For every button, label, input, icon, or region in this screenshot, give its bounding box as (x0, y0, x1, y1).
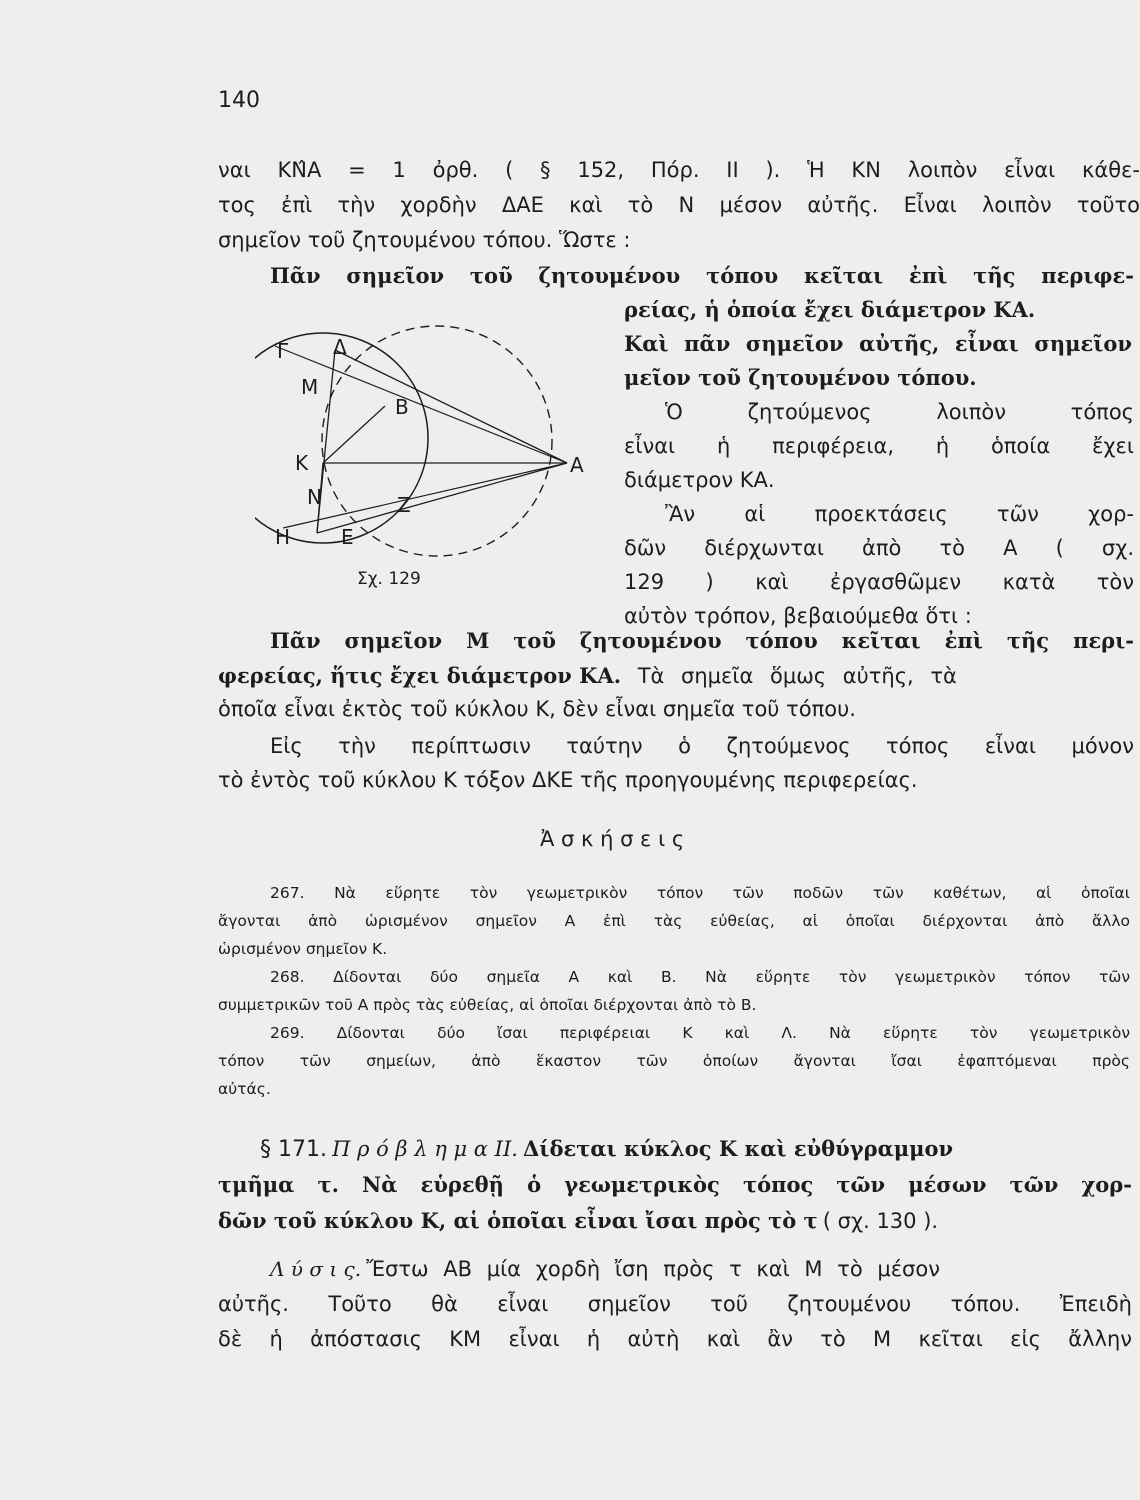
theorem-line: Πᾶν σημεῖον τοῦ ζητουμένου τόπου κεῖται ἐπὶ τῆς περιφε- (270, 263, 1134, 288)
solution-text: Ἔστω ΑΒ μία χορδὴ ἴση πρὸς τ καὶ Μ τὸ μέσον (366, 1257, 940, 1281)
theorem-line: Καὶ πᾶν σημεῖον αὐτῆς, εἶναι σημεῖον (624, 331, 1132, 356)
solution-label: Λ ύ σ ι ς. (270, 1257, 362, 1281)
label-n: Ν (307, 485, 322, 509)
figure-caption: Σχ. 129 (357, 569, 421, 589)
theorem-line: Πᾶν σημεῖον Μ τοῦ ζητουμένου τόπου κεῖται ἐπὶ τῆς περι- (270, 628, 1134, 653)
exercise-line: 268. Δίδονται δύο σημεῖα Α καὶ Β. Νὰ εὕρητε τὸν γεωμετρικὸν τόπον τῶν (270, 968, 1130, 986)
label-b: Β (395, 395, 409, 419)
segment-line (323, 406, 385, 463)
page-number: 140 (218, 88, 260, 113)
section-171-line (260, 1136, 1132, 1162)
text-line: Ὁ ζητούμενος λοιπὸν τόπος (665, 400, 1134, 424)
text-line: εἶναι ἡ περιφέρεια, ἡ ὁποία ἔχει (624, 434, 1134, 458)
problem-text: Δίδεται κύκλος Κ καὶ εὐθύγραμμον (523, 1136, 954, 1161)
theorem-bold: φερείας, ἥτις ἔχει διάμετρον ΚΑ. (218, 663, 622, 688)
problem-line: τμῆμα τ. Νὰ εὑρεθῇ ὁ γεωμετρικὸς τόπος τῶν μέσων τῶν χορ- (218, 1172, 1132, 1197)
text-line: αὐτῆς. Τοῦτο θὰ εἶναι σημεῖον τοῦ ζητουμένου τόπου. Ἐπειδὴ (218, 1292, 1132, 1316)
problem-label: Π ρ ό β λ η μ α ΙΙ. (332, 1137, 518, 1161)
label-delta: Δ (333, 335, 347, 359)
exercise-line: συμμετρικῶν τοῦ Α πρὸς τὰς εὐθείας, αἱ ὁποῖαι διέρχονται ἀπὸ τὸ Β. (218, 996, 757, 1014)
problem-ref: ( σχ. 130 ). (822, 1209, 939, 1233)
text-line: 129 ) καὶ ἐργασθῶμεν κατὰ τὸν (624, 570, 1134, 594)
exercises-heading: Ἀ σ κ ή σ ε ι ς (540, 827, 685, 851)
text-line: διάμετρον ΚΑ. (624, 468, 775, 492)
label-z: Ζ (397, 493, 411, 517)
section-number: § 171. (260, 1137, 327, 1162)
chord-line (335, 350, 567, 463)
label-a: Α (570, 453, 584, 477)
chord-line (317, 463, 567, 533)
label-gamma: Γ (277, 339, 289, 363)
exercise-line: τόπον τῶν σημείων, ἀπὸ ἕκαστον τῶν ὁποίων ἄγονται ἴσαι ἐφαπτόμεναι πρὸς (218, 1052, 1130, 1070)
exercise-line: ὡρισμένον σημεῖον Κ. (218, 940, 388, 958)
geometry-figure (255, 318, 615, 598)
text-line: Ἂν αἱ προεκτάσεις τῶν χορ- (665, 502, 1134, 526)
label-h: Η (275, 525, 291, 549)
problem-text: δῶν τοῦ κύκλου Κ, αἱ ὁποῖαι εἶναι ἴσαι πρὸς τὸ τ (218, 1208, 818, 1233)
problem-line (218, 1208, 938, 1233)
label-e: Ε (341, 525, 354, 549)
exercise-line: 269. Δίδονται δύο ἴσαι περιφέρειαι Κ καὶ Λ. Νὰ εὕρητε τὸν γεωμετρικὸν (270, 1024, 1130, 1042)
text-line: Εἰς τὴν περίπτωσιν ταύτην ὁ ζητούμενος τόπος εἶναι μόνον (270, 734, 1134, 758)
text-line: σημεῖον τοῦ ζητουμένου τόπου. Ὥστε : (218, 228, 631, 252)
theorem-line: ρείας, ἡ ὁποία ἔχει διάμετρον ΚΑ. (624, 297, 1036, 322)
text-line: ὁποῖα εἶναι ἐκτὸς τοῦ κύκλου Κ, δὲν εἶναι σημεῖα τοῦ τόπου. (218, 697, 856, 721)
label-m: Μ (301, 375, 319, 399)
chord-line (275, 346, 567, 463)
theorem-line (218, 663, 957, 688)
text-line: τὸ ἐντὸς τοῦ κύκλου Κ τόξον ΔΚΕ τῆς προηγουμένης περιφερείας. (218, 768, 918, 792)
label-k: Κ (295, 451, 309, 475)
solution-line (270, 1257, 1132, 1281)
text-line: δὲ ἡ ἀπόστασις ΚΜ εἶναι ἡ αὐτὴ καὶ ἂν τὸ Μ κεῖται εἰς ἄλλην (218, 1327, 1132, 1351)
theorem-rest: Τὰ σημεῖα ὅμως αὐτῆς, τὰ (621, 664, 957, 688)
exercise-line: αὐτάς. (218, 1080, 271, 1098)
exercise-line: ἄγονται ἀπὸ ὡρισμένον σημεῖον Α ἐπὶ τὰς εὐθείας, αἱ ὁποῖαι διέρχονται ἀπὸ ἄλλο (218, 912, 1130, 930)
text-line: δῶν διέρχωνται ἀπὸ τὸ Α ( σχ. (624, 536, 1134, 560)
text-line: αὐτὸν τρόπον, βεβαιούμεθα ὅτι : (624, 604, 972, 628)
text-line: τος ἐπὶ τὴν χορδὴν ΔΑΕ καὶ τὸ Ν μέσον αὐτῆς. Εἶναι λοιπὸν τοῦτο (218, 193, 1140, 217)
text-line: ναι ΚΝ̂Α = 1 ὀρθ. ( § 152, Πόρ. ΙΙ ). Ἡ ΚΝ λοιπὸν εἶναι κάθε- (218, 158, 1140, 182)
chord-line (283, 463, 567, 528)
exercise-line: 267. Νὰ εὕρητε τὸν γεωμετρικὸν τόπον τῶν ποδῶν τῶν καθέτων, αἱ ὁποῖαι (270, 884, 1130, 902)
theorem-line: μεῖον τοῦ ζητουμένου τόπου. (624, 365, 977, 390)
